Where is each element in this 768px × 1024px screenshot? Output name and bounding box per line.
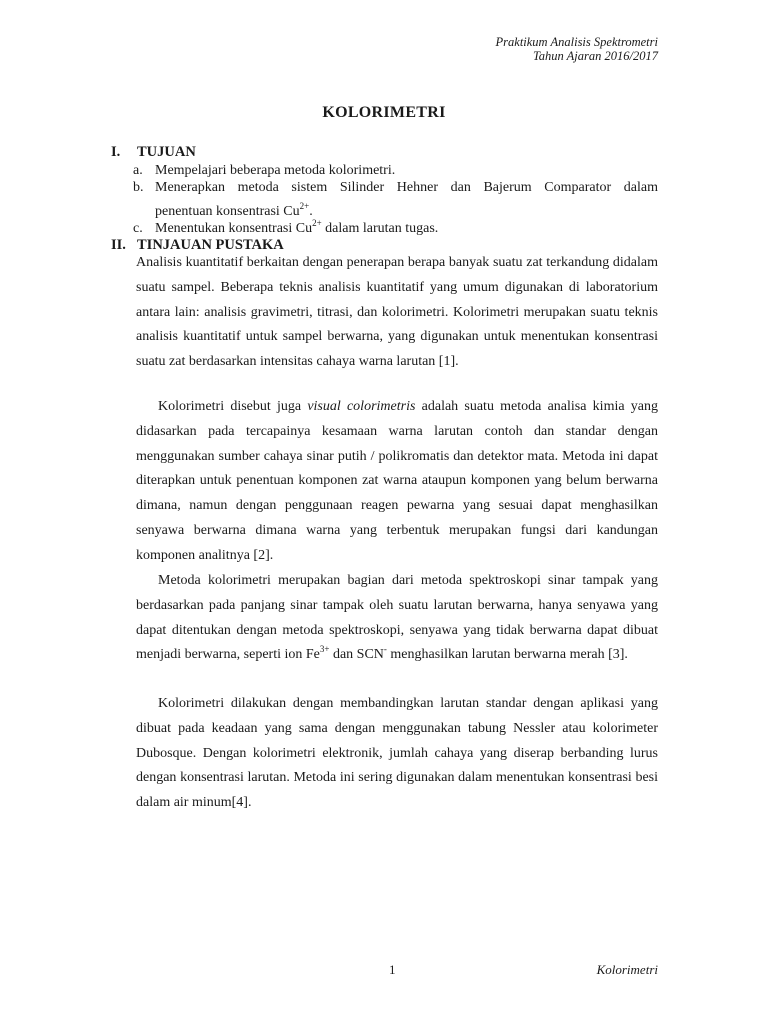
list-text-continued <box>155 201 313 220</box>
list-text: Mempelajari beberapa metoda kolorimetri. <box>155 163 396 178</box>
page-title: KOLORIMETRI <box>322 104 446 121</box>
text-run: penentuan konsentrasi Cu <box>155 204 300 219</box>
section-number: I. <box>111 144 121 160</box>
section-number: II. <box>111 237 126 253</box>
paragraph-4: Kolorimetri dilakukan dengan membandingkan larutan standar dengan aplikasi yang dibuat pada keadaan yang sama dengan menggunakan tabung Nessler atau kolorimeter Dubosque. Dengan kolorimetri elektronik, jumlah cahaya yang diserap berbanding lurus dengan konsentrasi larutan. Metoda ini sering digunakan dalam menentukan konsentrasi besi dalam air minum[4]. <box>136 696 658 811</box>
section-title: TINJAUAN PUSTAKA <box>137 237 284 253</box>
text-run: Menentukan konsentrasi Cu <box>155 221 313 236</box>
list-text: Menerapkan metoda sistem Silinder Hehner dan Bajerum Comparator dalam <box>155 180 658 195</box>
page-number: 1 <box>389 962 396 977</box>
list-label: b. <box>133 180 144 195</box>
text-run: dalam larutan tugas. <box>321 221 439 236</box>
text-run: menghasilkan larutan berwarna merah [3]. <box>386 647 628 663</box>
section-heading-tujuan <box>111 144 196 161</box>
superscript: 2+ <box>312 218 322 228</box>
list-text <box>155 218 658 237</box>
paragraph-1: Analisis kuantitatif berkaitan dengan penerapan berapa banyak suatu zat terkandung didalam suatu sampel. Beberapa teknis analisis kuantitatif yang umum digunakan di laboratorium antara lain: analisis gravimetri, titrasi, dan kolorimetri. Kolorimetri merupakan suatu teknis analisis kuantitatif untuk sampel berwarna, yang digunakan untuk menentukan konsentrasi suatu zat berdasarkan intensitas cahaya warna larutan [1]. <box>136 255 658 370</box>
paragraph-3 <box>136 569 658 668</box>
text-run: dan SCN <box>329 647 384 663</box>
footer-title: Kolorimetri <box>596 962 658 977</box>
text-run: . <box>309 204 313 219</box>
superscript: 3+ <box>319 644 330 655</box>
text-run: Kolorimetri disebut juga <box>158 399 308 414</box>
running-header <box>496 35 658 63</box>
superscript: 2+ <box>299 201 310 211</box>
superscript: - <box>383 644 387 655</box>
italic-term: visual colorimetris <box>307 399 416 414</box>
header-year: Tahun Ajaran 2016/2017 <box>532 49 658 63</box>
paragraph-2 <box>136 395 658 569</box>
text-run: adalah suatu metoda analisa kimia yang didasarkan pada tercapainya kesamaan warna larutan contoh dan standar dengan menggunakan sumber cahaya sinar putih / polikromatis dan detektor mata. Metoda ini dapat diterapkan untuk penentuan komponen zat warna ataupun komponen yang belum berwarna dimana, namun dengan penggunaan reagen pewarna yang sesuai dapat menghasilkan senyawa berwarna dimana warna yang terbentuk merupakan fungsi dari kandungan komponen analitnya [2]. <box>136 399 658 563</box>
list-label: a. <box>133 163 143 178</box>
list-label: c. <box>133 221 143 236</box>
section-title: TUJUAN <box>137 144 196 160</box>
header-course: Praktikum Analisis Spektrometri <box>495 35 658 49</box>
text-run: Metoda kolorimetri merupakan bagian dari metoda spektroskopi sinar tampak yang berdasarkan pada panjang sinar tampak oleh suatu larutan berwarna, hanya senyawa yang dapat ditentukan dengan metoda spektroskopi, senyawa yang tidak berwarna dapat dibuat menjadi berwarna, seperti ion Fe <box>136 573 658 663</box>
